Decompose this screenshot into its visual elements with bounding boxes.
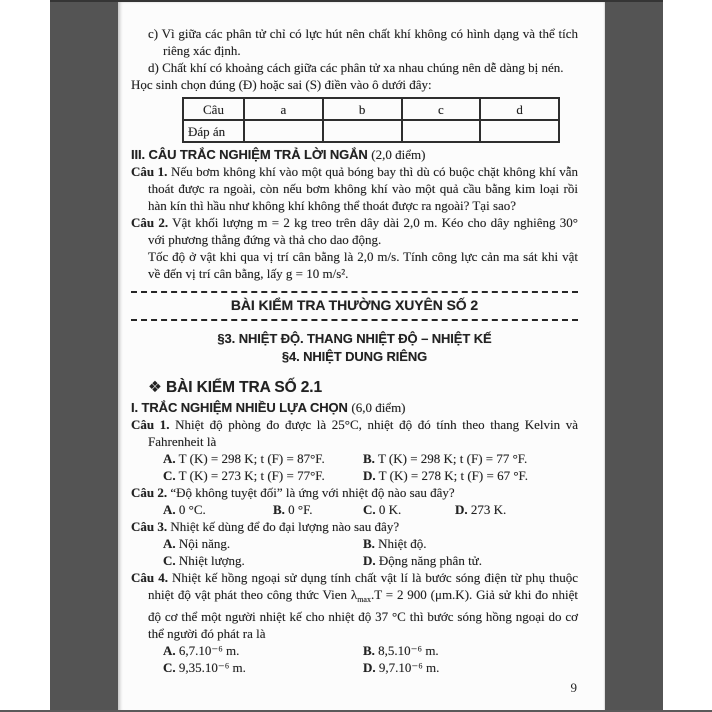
question-iii-2-text: Vật khối lượng m = 2 kg treo trên dây dài 2,0 m. Kéo cho dây nghiêng 30° với phương thẳng đứng và thả cho dao động. (148, 215, 578, 247)
answer-cell-c (402, 120, 481, 142)
question-i-2-text: “Độ không tuyệt đối” là ứng với nhiệt độ nào sau đây? (170, 485, 455, 500)
answer-table (182, 97, 560, 143)
option-d-text: Động năng phân tử. (378, 553, 482, 568)
question-iii-2 (131, 214, 578, 248)
answer-cell-d (480, 120, 559, 142)
document-page (118, 2, 605, 712)
option-b-text: Nhiệt độ. (378, 536, 427, 551)
option-a-label: A. (163, 643, 176, 658)
option-d-text: T (K) = 278 K; t (F) = 67 °F. (378, 468, 528, 483)
question-i-4-options-row-2 (131, 659, 578, 676)
option-c-text: 9,35.10⁻⁶ m. (178, 660, 246, 675)
section-i-points: (6,0 điểm) (351, 400, 406, 415)
question-i-2-label: Câu 2. (131, 485, 168, 500)
question-iii-2-note: Tốc độ ở vật khi qua vị trí cân bằng là 2,0 m/s. Tính công lực cản ma sát khi vật về đến vị trí cân bằng, lấy g = 10 m/s². (148, 249, 578, 281)
question-i-1 (131, 416, 578, 450)
lesson-3-title: §3. NHIỆT ĐỘ. THANG NHIỆT ĐỘ – NHIỆT KẾ (217, 331, 492, 346)
option-a-text: T (K) = 298 K; t (F) = 87°F. (178, 451, 325, 466)
question-i-1-text: Nhiệt độ phòng đo được là 25°C, nhiệt độ đó tính theo thang Kelvin và Fahrenheit là (148, 417, 578, 449)
option-b (363, 450, 578, 467)
option-a (163, 535, 363, 552)
page-number: 9 (570, 680, 577, 695)
question-i-3-text: Nhiệt kế dùng để đo đại lượng nào sau đây? (170, 519, 400, 534)
option-b-text: 0 °F. (288, 502, 313, 517)
test-2-1-heading-text: BÀI KIỂM TRA SỐ 2.1 (166, 379, 323, 396)
option-d (363, 467, 578, 484)
option-d-label: D. (455, 502, 468, 517)
table-header-cau: Câu (183, 98, 244, 120)
section-i-title-text: I. TRẮC NGHIỆM NHIỀU LỰA CHỌN (131, 400, 348, 415)
question-iii-2-label: Câu 2. (131, 215, 169, 230)
option-a-text: 6,7.10⁻⁶ m. (178, 643, 240, 658)
option-d-text: 9,7.10⁻⁶ m. (378, 660, 440, 675)
option-c (163, 467, 363, 484)
table-header-b: b (323, 98, 402, 120)
table-header-a: a (244, 98, 323, 120)
option-d-text: 273 K. (470, 502, 507, 517)
option-a-label: A. (163, 451, 176, 466)
section-iii-title-text: III. CÂU TRẮC NGHIỆM TRẢ LỜI NGẮN (131, 147, 368, 162)
question-iii-1-text: Nếu bơm không khí vào một quả bóng bay thì dù có buộc chặt không khí vẫn thoát được ra ngoài, còn nếu bơm không khí vào một quả cầu bằng kim loại rồi hàn kín thì hầu như không khí không thể thoát được ra ngoài? Tại sao? (148, 164, 578, 213)
section-iii-points: (2,0 điểm) (371, 147, 426, 162)
banner-title: BÀI KIỂM TRA THƯỜNG XUYÊN SỐ 2 (131, 291, 578, 321)
option-c-text: T (K) = 273 K; t (F) = 77°F. (178, 468, 325, 483)
option-a-label: A. (163, 536, 176, 551)
option-d (363, 552, 578, 569)
table-header-c: c (402, 98, 481, 120)
statement-item-c: c) Vì giữa các phân tử chỉ có lực hút nên chất khí không có hình dạng và thể tích riêng xác định. (148, 26, 578, 58)
option-a-label: A. (163, 502, 176, 517)
option-a-text: 0 °C. (178, 502, 206, 517)
option-d (363, 659, 578, 676)
answer-cell-b (323, 120, 402, 142)
question-iii-1 (131, 163, 578, 214)
option-b-label: B. (363, 536, 375, 551)
question-i-3-options-row-1 (131, 535, 578, 552)
answer-table-header-row (183, 98, 559, 120)
question-i-4 (131, 569, 578, 642)
question-i-1-options-row-2 (131, 467, 578, 484)
option-c-label: C. (363, 502, 376, 517)
question-i-3-label: Câu 3. (131, 519, 168, 534)
question-i-1-label: Câu 1. (131, 417, 170, 432)
option-b (363, 642, 578, 659)
option-a (163, 501, 273, 518)
option-b (273, 501, 363, 518)
table-row-label: Đáp án (183, 120, 244, 142)
question-i-3-options-row-2 (131, 552, 578, 569)
option-b-text: T (K) = 298 K; t (F) = 77 °F. (377, 451, 528, 466)
option-a (163, 642, 363, 659)
question-iii-1-label: Câu 1. (131, 164, 168, 179)
question-i-4-text-pre: Nhiệt kế hồng ngoại sử dụng tính chất vật lí là bước sóng điện từ phụ thuộc nhiệt độ vật phát theo công thức Vien λ (148, 570, 578, 602)
question-i-2-options-row (131, 501, 578, 518)
option-c (163, 659, 363, 676)
lesson-4-title: §4. NHIỆT DUNG RIÊNG (281, 349, 428, 364)
question-i-4-options-row-1 (131, 642, 578, 659)
option-c-text: 0 K. (378, 502, 402, 517)
question-i-3 (131, 518, 578, 535)
statement-item-d: d) Chất khí có khoảng cách giữa các phân tử xa nhau chúng nên dễ dàng bị nén. (148, 60, 564, 75)
option-b-label: B. (363, 643, 375, 658)
option-a-text: Nội năng. (178, 536, 231, 551)
section-iii-title (131, 146, 578, 163)
option-d-label: D. (363, 660, 376, 675)
option-a (163, 450, 363, 467)
test-2-1-heading (131, 379, 578, 396)
page-content (131, 2, 578, 712)
option-b (363, 535, 578, 552)
option-c (163, 552, 363, 569)
option-d-label: D. (363, 553, 376, 568)
option-d-label: D. (363, 468, 376, 483)
instruction-line: Học sinh chọn đúng (Đ) hoặc sai (S) điền vào ô dưới đây: (131, 77, 432, 92)
option-c (363, 501, 455, 518)
answer-table-answer-row (183, 120, 559, 142)
option-c-text: Nhiệt lượng. (178, 553, 245, 568)
option-c-label: C. (163, 468, 176, 483)
table-header-d: d (480, 98, 559, 120)
option-b-label: B. (363, 451, 375, 466)
option-b-label: B. (273, 502, 285, 517)
option-b-text: 8,5.10⁻⁶ m. (378, 643, 439, 658)
question-i-1-options-row-1 (131, 450, 578, 467)
option-d (455, 501, 578, 518)
answer-cell-a (244, 120, 323, 142)
option-c-label: C. (163, 553, 176, 568)
scanned-page-photo (50, 0, 663, 712)
question-i-4-label: Câu 4. (131, 570, 168, 585)
section-i-title (131, 399, 578, 416)
option-c-label: C. (163, 660, 176, 675)
question-i-2 (131, 484, 578, 501)
lambda-subscript: max (357, 595, 371, 604)
diamond-marker-icon: ❖ (148, 379, 162, 396)
question-i-4-text-post: .T = 2 900 (μm.K). Giả sử khi đo nhiệt độ cơ thể một người nhiệt kế cho nhiệt độ 37 °C thì bước sóng hồng ngoại do cơ thể người đó phát ra là (148, 587, 578, 641)
